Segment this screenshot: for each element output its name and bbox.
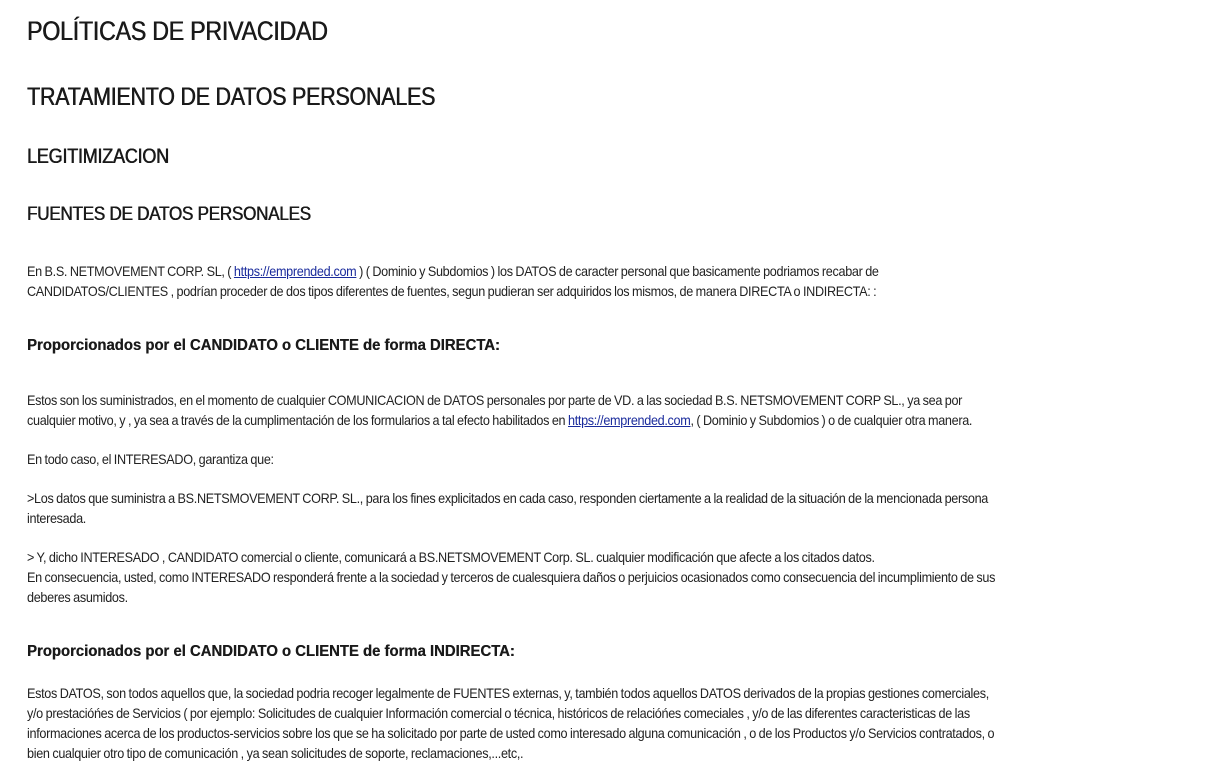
directa-p4-line-1: > Y, dicho INTERESADO , CANDIDATO comercial o cliente, comunicará a BS.NETSMOVEMENT Corp. SL. cualquier modificación que afecte a los citados datos.: [27, 550, 875, 565]
heading-directa: Proporcionados por el CANDIDATO o CLIENTE de forma DIRECTA:: [27, 337, 500, 354]
directa-paragraph-1: [27, 391, 1043, 431]
intro-paragraph: [27, 262, 943, 302]
indirecta-line-4: bien cualquier otro tipo de comunicación , ya sean solicitudes de soporte, reclamaciones,...etc,.: [27, 746, 524, 761]
directa-p2-line: En todo caso, el INTERESADO, garantiza que:: [27, 452, 274, 467]
intro-line-2: CANDIDATOS/CLIENTES , podrían proceder de dos tipos diferentes de fuentes, segun pudieran ser adquiridos los mismos, de manera DIRECTA o INDIRECTA: :: [27, 284, 877, 299]
directa-p1-line-1: Estos son los suministrados, en el momento de cualquier COMUNICACION de DATOS personales por parte de VD. a las sociedad B.S. NETSMOVEMENT CORP SL., ya sea por: [27, 393, 963, 408]
directa-p1-line-2: [27, 411, 972, 431]
directa-p4-line-3: deberes asumidos.: [27, 590, 128, 605]
indirecta-paragraph: [27, 684, 1067, 764]
indirecta-line-2: y/o prestacióńes de Servicios ( por ejemplo: Solicitudes de cualquier Información comercial o técnica, históricos de relacióńes comeciales , y/o de las diferentes caracteristicas de las: [27, 706, 970, 721]
heading-tratamiento: TRATAMIENTO DE DATOS PERSONALES: [27, 83, 436, 111]
intro-line-1: [27, 262, 879, 282]
directa-paragraph-4: [27, 548, 1068, 608]
indirecta-line-1: Estos DATOS, son todos aquellos que, la sociedad podria recoger legalmente de FUENTES externas, y, también todos aquellos DATOS derivados de la propias gestiones comerciales,: [27, 686, 989, 701]
emprended-link-intro[interactable]: https://emprended.com: [233, 264, 357, 279]
directa-paragraph-2: [27, 450, 292, 470]
indirecta-line-3: informaciones acerca de los productos-servicios sobre los que se ha solicitado por parte de usted como interesado alguna comunicación , o de los Productos y/o Servicios contratados, o: [27, 726, 995, 741]
intro-text-b: ) ( Dominio y Subdomios ) los DATOS de caracter personal que basicamente podriamos recabar de: [356, 264, 879, 279]
directa-paragraph-3: [27, 489, 1060, 529]
directa-p4-line-2: En consecuencia, usted, como INTERESADO responderá frente a la sociedad y terceros de cualesquiera daños o perjuicios ocasionados como consecuencia del incumplimiento de sus: [27, 570, 996, 585]
directa-p1-text-b: , ( Dominio y Subdomios ) o de cualquier otra manera.: [690, 413, 973, 428]
directa-p3-line-1: >Los datos que suministra a BS.NETSMOVEMENT CORP. SL., para los fines explicitados en cada caso, responden ciertamente a la realidad de la situación de la mencionada persona: [27, 491, 988, 506]
intro-text-a: En B.S. NETMOVEMENT CORP. SL, (: [27, 264, 234, 279]
heading-legitimizacion: LEGITIMIZACION: [27, 145, 169, 168]
heading-indirecta: Proporcionados por el CANDIDATO o CLIENTE de forma INDIRECTA:: [27, 643, 515, 660]
directa-p1-text-a: cualquier motivo, y , ya sea a través de la cumplimentación de los formularios a tal efecto habilitados en: [27, 413, 568, 428]
directa-p3-line-2: interesada.: [27, 511, 86, 526]
emprended-link-directa[interactable]: https://emprended.com: [567, 413, 691, 428]
heading-fuentes: FUENTES DE DATOS PERSONALES: [27, 204, 311, 225]
page-title: POLÍTICAS DE PRIVACIDAD: [27, 16, 328, 46]
